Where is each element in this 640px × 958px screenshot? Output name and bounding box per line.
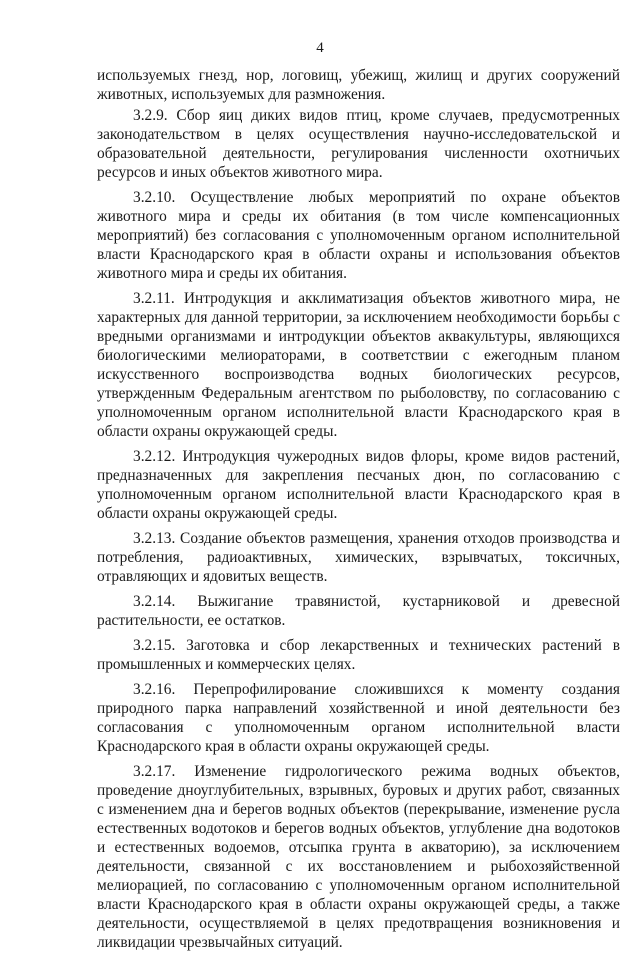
paragraph-continuation: используемых гнезд, нор, логовищ, убежищ, жилищ и других сооружений животных, используемых для размножения.	[97, 67, 620, 103]
document-body	[97, 66, 620, 958]
paragraph-3-2-12: 3.2.12. Интродукция чужеродных видов флоры, кроме видов растений, предназначенных для закрепления песчаных дюн, по согласованию с уполномоченным органом исполнительной власти Краснодарского края в области охраны окружающей среды.	[97, 448, 620, 522]
page-number: 4	[316, 40, 324, 56]
paragraph-3-2-16: 3.2.16. Перепрофилирование сложившихся к моменту создания природного парка направлений хозяйственной и иной деятельности без согласования с уполномоченным органом исполнительной власти Краснодарского края в области охраны окружающей среды.	[97, 681, 620, 755]
paragraph-3-2-9: 3.2.9. Сбор яиц диких видов птиц, кроме случаев, предусмотренных законодательством в целях осуществления научно-исследовательской и образовательной деятельности, регулирования численности охотничьих ресурсов и иных объектов животного мира.	[97, 107, 620, 181]
paragraph-3-2-10: 3.2.10. Осуществление любых мероприятий по охране объектов животного мира и среды их обитания (в том числе компенсационных мероприятий) без согласования с уполномоченным органом исполнительной власти Краснодарского края в области охраны и использования объектов животного мира и среды их обитания.	[97, 189, 620, 282]
paragraph-3-2-11: 3.2.11. Интродукция и акклиматизация объектов животного мира, не характерных для данной территории, за исключением необходимости борьбы с вредными организмами и интродукции объектов аквакультуры, являющихся биологическими мелиораторами, в соответствии с ежегодным планом искусственного воспроизводства водных биологических ресурсов, утвержденным Федеральным агентством по рыболовству, по согласованию с уполномоченным органом исполнительной власти Краснодарского края в области охраны окружающей среды.	[97, 290, 620, 440]
paragraph-3-2-17: 3.2.17. Изменение гидрологического режима водных объектов, проведение дноуглубительных, взрывных, буровых и других работ, связанных с изменением дна и берегов водных объектов (перекрывание, изменение русла естественных водотоков и берегов водных объектов, углубление дна водотоков и естественных водоемов, отсыпка грунта в акваторию), за исключением деятельности, связанной с их восстановлением и рыбохозяйственной мелиорацией, по согласованию с уполномоченным органом исполнительной власти Краснодарского края в области охраны окружающей среды, а также деятельности, осуществляемой в целях предотвращения возникновения и ликвидации чрезвычайных ситуаций.	[97, 763, 620, 951]
paragraph-3-2-14: 3.2.14. Выжигание травянистой, кустарниковой и древесной растительности, ее остатков.	[97, 593, 620, 629]
paragraph-3-2-15: 3.2.15. Заготовка и сбор лекарственных и технических растений в промышленных и коммерческих целях.	[97, 637, 620, 673]
paragraph-3-2-13: 3.2.13. Создание объектов размещения, хранения отходов производства и потребления, радиоактивных, химических, взрывчатых, токсичных, отравляющих и ядовитых веществ.	[97, 530, 620, 585]
